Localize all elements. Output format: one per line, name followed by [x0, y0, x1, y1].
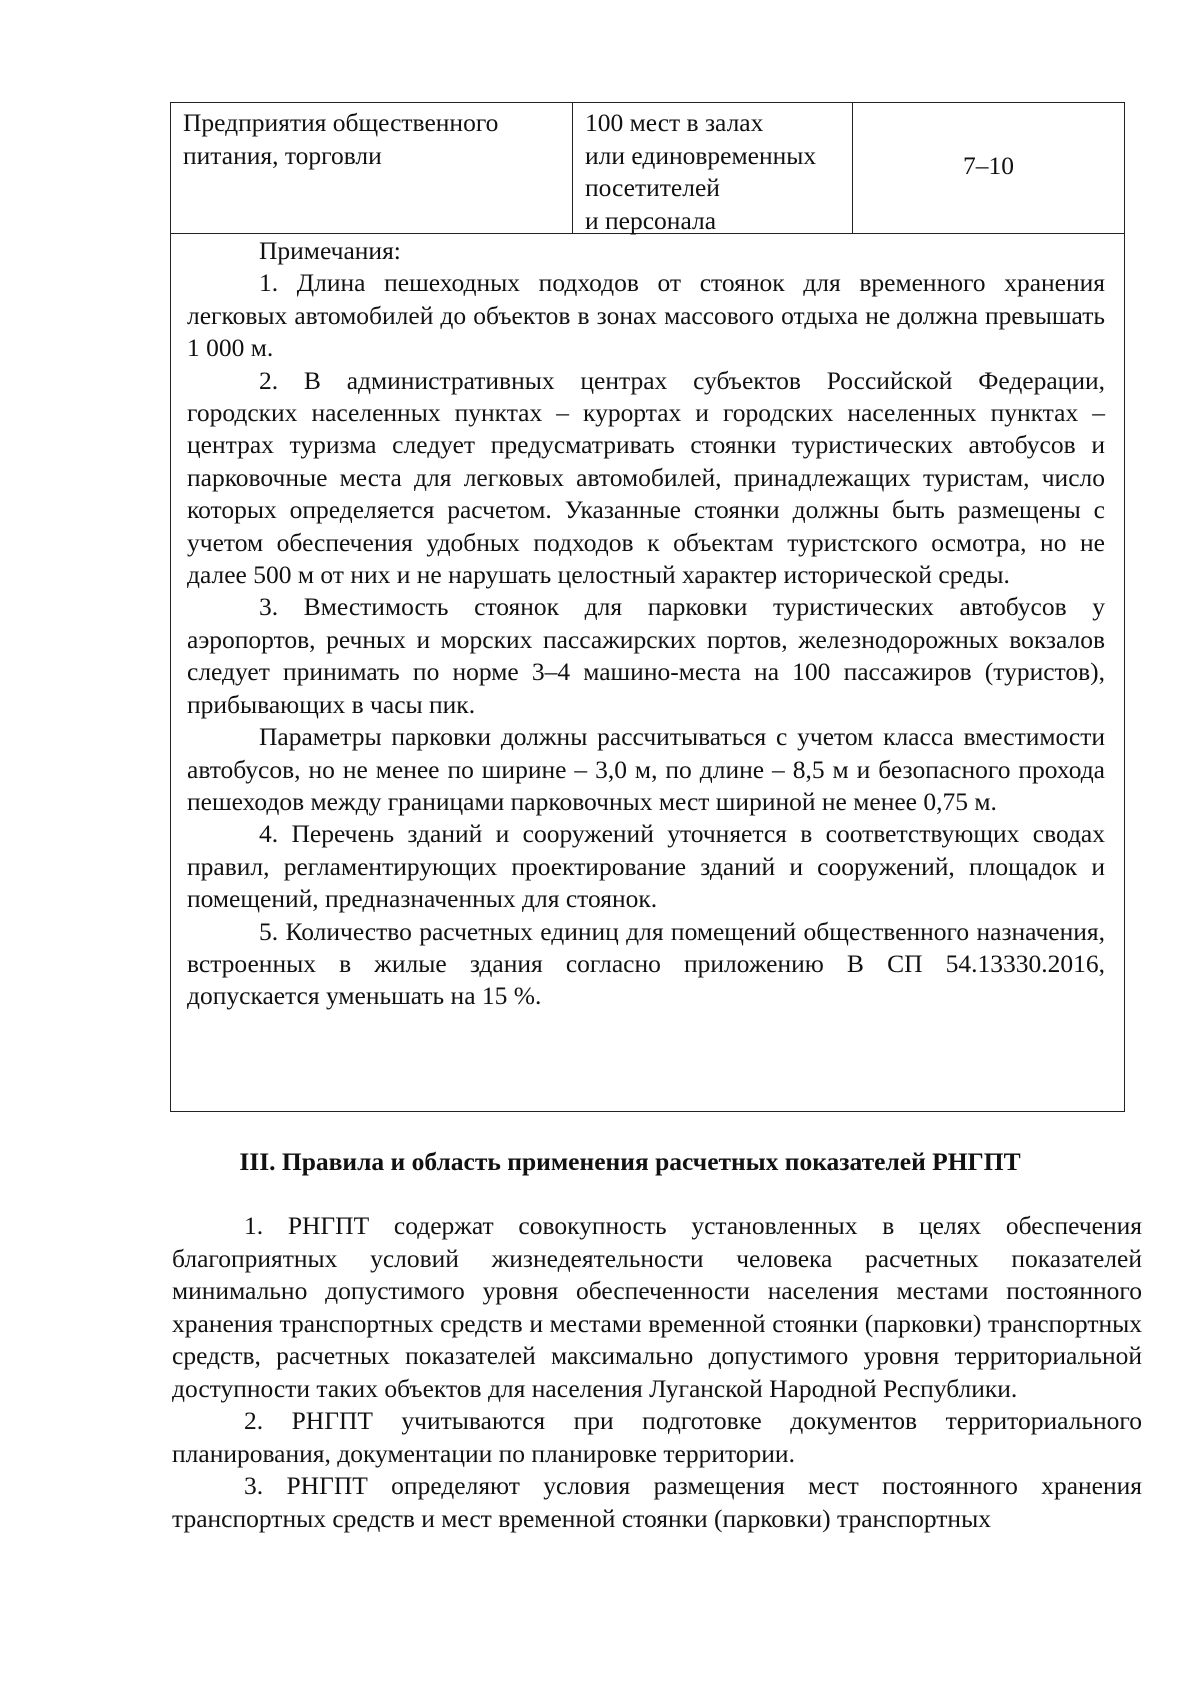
cell-line: или единовременных	[585, 140, 817, 170]
table-cell-unit	[573, 103, 853, 233]
note-4: 4. Перечень зданий и сооружений уточняется в соответствующих сводах правил, регламентирующих проектирование зданий и сооружений, площадок и помещений, предназначенных для стоянок.	[187, 819, 1105, 914]
section-body	[172, 1210, 1142, 1535]
section-paragraph-2: 2. РНГПТ учитываются при подготовке документов территориального планирования, документации по планировке территории.	[172, 1406, 1142, 1468]
note-5: 5. Количество расчетных единиц для помещений общественного назначения, встроенных в жилые здания согласно приложению В СП 54.13330.2016, допускается уменьшать на 15 %.	[187, 916, 1105, 1011]
note-3: 3. Вместимость стоянок для парковки туристических автобусов у аэропортов, речных и морских пассажирских портов, железнодорожных вокзалов следует принимать по норме 3–4 машино-места на 100 пассажиров (туристов), прибывающих в часы пик.	[187, 592, 1105, 719]
table-notes	[187, 235, 1105, 1013]
section-paragraph-1: 1. РНГПТ содержат совокупность установленных в целях обеспечения благоприятных условий жизнедеятельности человека расчетных показателей минимально допустимого уровня обеспеченности населения местами постоянного хранения транспортных средств и местами временной стоянки (парковки) транспортных средств, расчетных показателей максимально допустимого уровня территориальной доступности таких объектов для населения Луганской Народной Республики.	[172, 1211, 1142, 1403]
table-cell-value	[853, 103, 1124, 233]
table-row	[171, 103, 1124, 234]
cell-value: 7–10	[963, 150, 1014, 180]
notes-title: Примечания:	[259, 236, 401, 265]
note-2: 2. В административных центрах субъектов Российской Федерации, городских населенных пунктах – курортах и городских населенных пунктах – центрах туризма следует предусматривать стоянки туристических автобусов и парковочные места для легковых автомобилей, принадлежащих туристам, число которых определяется расчетом. Указанные стоянки должны быть размещены с учетом обеспечения удобных подходов к объектам туристского осмотра, но не далее 500 м от них и не нарушать целостный характер исторической среды.	[187, 365, 1105, 590]
cell-line: посетителей	[585, 173, 720, 202]
cell-line: питания, торговли	[183, 140, 382, 170]
parking-norms-table	[170, 102, 1125, 1112]
table-cell-object-type	[171, 103, 573, 233]
cell-line: Предприятия общественного	[183, 108, 499, 137]
cell-line: 100 мест в залах	[585, 108, 764, 137]
cell-line: и персонала	[585, 205, 717, 235]
section-heading: III. Правила и область применения расчетных показателей РНГПТ	[239, 1147, 1021, 1176]
note-1: 1. Длина пешеходных подходов от стоянок для временного хранения легковых автомобилей до объектов в зонах массового отдыха не должна превышать 1 000 м.	[187, 268, 1105, 363]
note-3-parameters: Параметры парковки должны рассчитываться с учетом класса вместимости автобусов, но не менее по ширине – 3,0 м, по длине – 8,5 м и безопасного прохода пешеходов между границами парковочных мест шириной не менее 0,75 м.	[187, 722, 1105, 816]
section-paragraph-3: 3. РНГПТ определяют условия размещения мест постоянного хранения транспортных средств и мест временной стоянки (парковки) транспортных	[172, 1471, 1142, 1533]
